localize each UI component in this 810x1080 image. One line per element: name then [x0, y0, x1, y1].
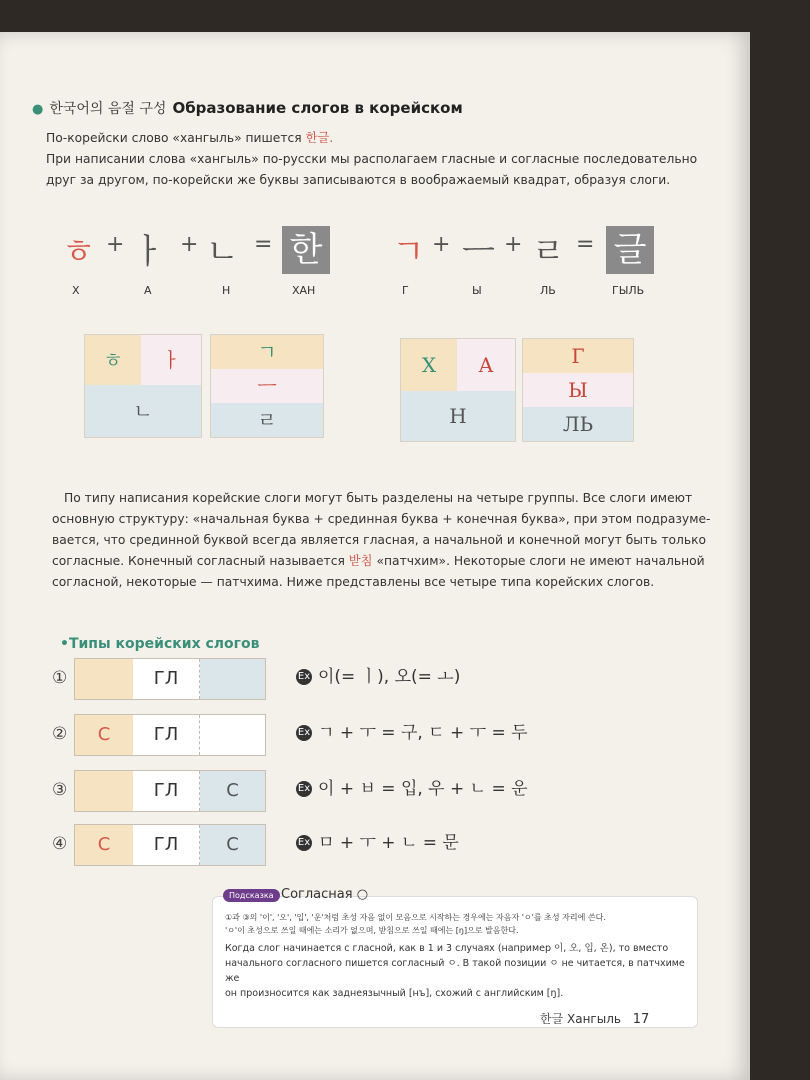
hint-korean-line-1: ①과 ③의 '이', '오', '입', '운'처럼 초성 자음 없이 모음으로 시작하는 경우에는 자음자 'ㅇ'를 초성 자리에 쓴다. [225, 913, 606, 922]
hint-korean-line-2: 'ㅇ'이 초성으로 쓰일 때에는 소리가 없으며, 받침으로 쓰일 때에는 [ŋ]으로 발음한다. [225, 926, 519, 935]
formula-geul-op-2: + [504, 232, 523, 257]
type-row-1-vowel: ГЛ [153, 668, 179, 689]
type-row-4-initial: С [75, 825, 133, 865]
type-row-1-example: 이(= ㅣ), 오(= ㅗ) [318, 667, 461, 687]
type-row-4-box [74, 824, 266, 866]
box-han-ru-final: Н [401, 391, 515, 441]
box-han-initial: ㅎ [85, 335, 141, 385]
bullet-icon: ● [32, 102, 44, 117]
type-row-2-box [74, 714, 266, 756]
type-row-1-final [200, 659, 265, 699]
types-title: •Типы корейских слогов [60, 636, 260, 652]
intro-line-3: друг за другом, по-корейски же буквы записываются в воображаемый квадрат, образуя слоги. [46, 173, 671, 187]
type-row-3-initial [75, 771, 133, 811]
type-row-1-box [74, 658, 266, 700]
type-row-2-number: ② [52, 724, 68, 744]
formula-han-part-3: ㄴ [206, 232, 239, 272]
body-line-4b: «патчхим». Некоторые слоги не имеют начальной [376, 554, 705, 568]
book-page [0, 32, 750, 1080]
box-han-ru-vowel: А [457, 339, 515, 391]
body-line-5: согласной, некоторые — патчхима. Ниже представлены все четыре типа корейских слогов. [52, 575, 655, 589]
hint-korean-text [225, 911, 685, 937]
type-row-2-ex-badge: Ex [296, 725, 312, 741]
intro-line-1: По-корейски слово «хангыль» пишется [46, 131, 302, 145]
formula-geul-label-3: ЛЬ [540, 284, 556, 297]
box-geul-ru-final: ЛЬ [523, 407, 633, 441]
body-line-3: вается, что срединной буквой всегда является гласная, а начальной и конечной могут быть только [52, 533, 707, 547]
type-row-2-vowel: ГЛ [153, 724, 179, 745]
box-han-vowel: ㅏ [141, 335, 201, 385]
heading-russian: Образование слогов в корейском [172, 99, 463, 117]
formula-han-op-2: + [180, 232, 199, 257]
box-han-korean [84, 334, 202, 438]
type-row-4-example: ㅁ + ㅜ + ㄴ = 문 [318, 833, 459, 853]
formula-han-op-3: = [254, 232, 273, 257]
formula-han-label-1: Х [72, 284, 80, 297]
hint-russian-text [225, 941, 687, 1001]
intro-korean-word: 한글. [305, 131, 334, 145]
box-geul-russian [522, 338, 634, 442]
body-paragraph [52, 488, 732, 593]
formula-geul-op-3: = [576, 232, 595, 257]
formula-geul-label-4: ГЫЛЬ [612, 284, 645, 297]
type-row-2-example: ㄱ + ㅜ = 구, ㄷ + ㅜ = 두 [318, 723, 528, 743]
hint-title: Согласная ○ [281, 887, 369, 902]
formula-geul-result: 글 [606, 226, 654, 274]
hint-ru-line-2: начального согласного пишется согласный ㅇ. В такой позиции ㅇ не читается, в патчхиме же [225, 958, 685, 984]
box-han-russian [400, 338, 516, 442]
box-han-final: ㄴ [85, 385, 201, 437]
box-geul-final: ㄹ [211, 403, 323, 437]
box-geul-korean [210, 334, 324, 438]
formula-geul-part-2: ㅡ [462, 232, 495, 272]
heading-korean: 한국어의 음절 구성 [49, 101, 167, 117]
formula-han-label-4: ХАН [292, 284, 316, 297]
formula-han-part-1: ㅎ [62, 232, 95, 272]
type-row-3-ex-badge: Ex [296, 781, 312, 797]
page-number: 17 [632, 1012, 650, 1027]
type-row-4-number: ④ [52, 834, 68, 854]
box-geul-ru-vowel: Ы [523, 373, 633, 407]
formula-geul-op-1: + [432, 232, 451, 257]
type-row-1-ex-badge: Ex [296, 669, 312, 685]
formula-geul-label-1: Г [402, 284, 409, 297]
type-row-1-initial [75, 659, 133, 699]
intro-line-2: При написании слова «хангыль» по-русски мы располагаем гласные и согласные последовательно [46, 152, 698, 166]
formula-han-label-2: А [144, 284, 152, 297]
type-row-2-final [200, 715, 265, 755]
formula-han-part-2: ㅏ [132, 232, 165, 272]
type-row-3-number: ③ [52, 780, 68, 800]
formula-geul-part-1: ㄱ [392, 232, 425, 272]
body-line-4a: согласные. Конечный согласный называется [52, 554, 345, 568]
type-row-2-initial: С [75, 715, 133, 755]
hint-box [212, 887, 698, 1028]
hint-ru-line-1: Когда слог начинается с гласной, как в 1 и 3 случаях (например 이, 오, 입, 온), то вместо [225, 943, 669, 954]
box-geul-ru-initial: Г [523, 339, 633, 373]
hint-tag: Подсказка [223, 889, 280, 902]
section-heading [32, 98, 463, 118]
intro-paragraph [46, 128, 726, 191]
box-geul-initial: ㄱ [211, 335, 323, 369]
type-row-4-final: С [200, 825, 265, 865]
body-line-2: основную структуру: «начальная буква + срединная буква + конечная буква», при этом подразуме- [52, 512, 711, 526]
formula-han-result: 한 [282, 226, 330, 274]
formula-geul-label-2: Ы [472, 284, 482, 297]
formula-han-op-1: + [106, 232, 125, 257]
formula-geul-part-3: ㄹ [532, 232, 565, 272]
body-line-1: По типу написания корейские слоги могут быть разделены на четыре группы. Все слоги имеют [64, 491, 693, 505]
box-han-ru-initial: Х [401, 339, 457, 391]
type-row-3-box [74, 770, 266, 812]
formula-han-label-3: Н [222, 284, 231, 297]
type-row-4-ex-badge: Ex [296, 835, 312, 851]
type-row-3-final: С [200, 771, 265, 811]
footer-label: 한글 Хангыль [540, 1012, 621, 1026]
body-patchim-word: 받침 [348, 554, 373, 568]
hint-ru-line-3: он произносится как заднеязычный [нъ], схожий с английским [ŋ]. [225, 988, 564, 999]
type-row-3-vowel: ГЛ [153, 780, 179, 801]
page-footer [540, 1010, 649, 1027]
type-row-3-example: 이 + ㅂ = 입, 우 + ㄴ = 운 [318, 779, 528, 799]
box-geul-vowel: ㅡ [211, 369, 323, 403]
type-row-1-number: ① [52, 668, 68, 688]
type-row-4-vowel: ГЛ [153, 834, 179, 855]
